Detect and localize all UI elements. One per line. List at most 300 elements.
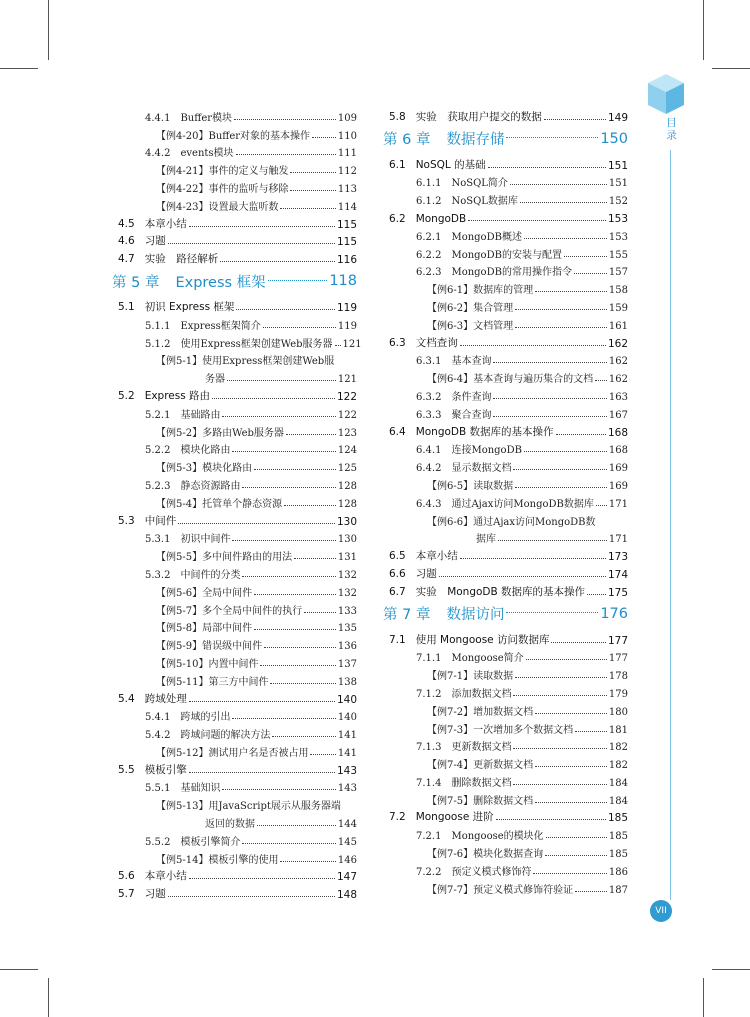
toc-entry[interactable] (383, 629, 628, 647)
dot-leader (280, 861, 335, 862)
toc-entry-page: 109 (337, 112, 357, 124)
dot-leader (272, 736, 335, 737)
dot-leader (496, 819, 606, 820)
toc-entry-title: Express框架简介 (180, 320, 261, 332)
toc-entry[interactable] (383, 439, 628, 457)
toc-entry-label (383, 128, 504, 149)
toc-entry-label (145, 441, 230, 456)
toc-entry-page: 131 (337, 552, 357, 564)
toc-entry-title: 【例5-4】托管单个静态资源 (156, 498, 283, 510)
dot-leader (280, 208, 335, 209)
toc-entry-page: 116 (336, 254, 357, 267)
toc-entry[interactable] (112, 403, 357, 421)
toc-entry-title: MongoDB概述 (451, 231, 522, 243)
toc-entry-page: 185 (608, 831, 628, 843)
toc-entry-title: 【例5-9】错误级中间件 (156, 641, 263, 653)
toc-entry[interactable] (383, 106, 628, 124)
toc-entry-label (156, 673, 268, 688)
dot-leader (168, 243, 335, 244)
toc-entry-page: 121 (342, 338, 362, 350)
toc-entry[interactable] (112, 510, 357, 528)
toc-entry-label (389, 213, 466, 225)
toc-entry[interactable] (112, 124, 357, 142)
toc-entry[interactable] (112, 848, 357, 866)
toc-entry[interactable] (383, 682, 628, 700)
toc-entry-title: 【例5-7】多个全局中间件的执行 (156, 605, 303, 617)
toc-entry-label (118, 299, 234, 314)
toc-entry[interactable] (112, 794, 357, 812)
toc-entry[interactable] (383, 860, 628, 878)
toc-entry-number: 6.5 (389, 550, 406, 563)
toc-entry-label (118, 388, 210, 403)
toc-entry-label (416, 263, 572, 278)
toc-entry-label (145, 109, 232, 124)
dot-leader (189, 226, 335, 227)
toc-entry-number: 第 5 章 (112, 274, 160, 291)
toc-entry-title: NoSQL 的基础 (415, 158, 486, 171)
dot-leader (189, 772, 335, 773)
toc-entry-title: MongoDB的常用操作指令 (451, 267, 572, 279)
dot-leader (460, 345, 606, 346)
toc-entry[interactable] (112, 231, 357, 249)
toc-entry-page: 184 (608, 795, 628, 807)
toc-entry-title: 添加数据文档 (451, 688, 512, 700)
toc-entry-number: 7.2 (389, 811, 406, 824)
crop-mark (712, 68, 750, 69)
dot-leader (234, 119, 336, 120)
dot-leader (286, 434, 336, 435)
toc-entry[interactable] (112, 617, 357, 635)
dot-leader (524, 238, 607, 239)
toc-entry-title: 【例5-1】使用Express框架创建Web服 (156, 356, 335, 368)
toc-entry[interactable] (112, 474, 357, 492)
toc-entry[interactable] (112, 177, 357, 195)
toc-entry-label (118, 868, 187, 883)
toc-entry-title: 基本查询 (451, 356, 492, 368)
toc-entry[interactable] (383, 824, 628, 842)
toc-entry[interactable] (112, 421, 357, 439)
toc-entry[interactable] (112, 545, 357, 563)
toc-entry[interactable] (112, 599, 357, 617)
toc-entry[interactable] (383, 753, 628, 771)
toc-entry-page: 155 (608, 249, 628, 261)
toc-entry-label (118, 691, 187, 706)
toc-entry[interactable] (112, 159, 357, 177)
toc-entry[interactable] (383, 154, 628, 172)
toc-entry[interactable] (112, 332, 362, 350)
toc-entry-title: 中间件的分类 (180, 569, 241, 581)
toc-entry[interactable] (112, 213, 357, 231)
toc-entry[interactable] (112, 670, 357, 688)
dot-leader (515, 309, 607, 310)
toc-entry-title: 模块化路由 (180, 445, 231, 457)
toc-entry-label (156, 797, 341, 812)
toc-entry-number: 4.4.1 (145, 112, 171, 124)
toc-entry-page: 119 (337, 320, 357, 332)
toc-entry-page: 168 (608, 445, 628, 457)
toc-entry-page: 119 (336, 301, 357, 314)
toc-entry[interactable] (383, 278, 628, 296)
dot-leader (574, 273, 607, 274)
toc-entry-number: 第 6 章 (383, 132, 431, 149)
dot-leader (506, 137, 598, 138)
toc-entry-page: 130 (336, 515, 357, 528)
toc-entry-page: 118 (329, 273, 357, 290)
toc-entry[interactable] (383, 385, 628, 403)
toc-entry-label (156, 655, 258, 670)
toc-entry-number: 5.3.2 (145, 569, 171, 581)
toc-entry[interactable] (112, 634, 357, 652)
toc-entry[interactable] (383, 367, 628, 385)
toc-entry[interactable] (112, 866, 357, 884)
toc-entry-title: 实验 获取用户提交的数据 (415, 110, 542, 123)
toc-entry-label (476, 530, 496, 545)
toc-entry-label (427, 281, 533, 296)
toc-entry-title: 【例5-11】第三方中间件 (156, 676, 269, 688)
page-number-badge: VII (650, 900, 672, 922)
toc-entry-page: 125 (337, 463, 357, 475)
toc-entry-label (427, 370, 593, 385)
toc-entry[interactable] (383, 700, 628, 718)
toc-entry[interactable] (112, 759, 357, 777)
toc-entry-label (156, 851, 278, 866)
dot-leader (263, 327, 336, 328)
toc-entry-page: 171 (608, 534, 628, 546)
toc-entry[interactable] (112, 439, 357, 457)
toc-entry[interactable] (383, 563, 628, 581)
toc-entry-label (156, 127, 310, 142)
toc-entry-page: 177 (607, 634, 628, 647)
toc-entry[interactable] (383, 492, 628, 510)
toc-entry[interactable] (112, 106, 357, 124)
toc-entry[interactable] (383, 718, 628, 736)
toc-entry-title: 【例5-12】测试用户名是否被占用 (156, 747, 309, 759)
dot-leader (575, 731, 607, 732)
side-divider (670, 150, 671, 900)
toc-entry-page: 145 (337, 836, 357, 848)
toc-entry-page: 182 (608, 760, 628, 772)
toc-entry-page: 114 (337, 201, 357, 213)
toc-entry[interactable] (383, 421, 628, 439)
dot-leader (254, 469, 336, 470)
toc-entry-page: 187 (608, 884, 628, 896)
toc-entry-title: 返回的数据 (205, 819, 255, 831)
toc-entry[interactable] (383, 528, 628, 546)
toc-entry-label (416, 174, 508, 189)
toc-entry-title: 跨域处理 (144, 692, 187, 705)
toc-entry-page: 185 (607, 812, 628, 825)
toc-entry-title: MongoDB 数据库的基本操作 (415, 425, 554, 438)
toc-entry-title: 文档查询 (415, 336, 458, 349)
toc-entry[interactable] (383, 332, 628, 350)
toc-entry-title: 删除数据文档 (451, 777, 512, 789)
toc-entry-number: 6.1.2 (416, 196, 442, 208)
toc-entry-label (389, 157, 486, 172)
dot-leader (232, 540, 335, 541)
toc-entry-number: 6.7 (389, 585, 406, 598)
toc-entry-label (427, 513, 596, 528)
toc-entry-title: 模板引擎简介 (180, 836, 241, 848)
toc-entry-label (145, 317, 261, 332)
toc-entry-page: 146 (337, 854, 357, 866)
toc-entry-label (156, 198, 278, 213)
toc-entry-title: MongoDB (415, 212, 467, 225)
toc-entry-page: 167 (608, 409, 628, 421)
toc-entry-label (416, 246, 562, 261)
toc-entry[interactable] (112, 706, 357, 724)
toc-entry-page: 153 (608, 231, 628, 243)
toc-entry[interactable] (383, 842, 628, 860)
dot-leader (304, 612, 336, 613)
toc-entry-title: 通过Ajax访问MongoDB数据库 (451, 498, 594, 510)
toc-entry-title: NoSQL简介 (451, 178, 508, 190)
dot-leader (189, 701, 335, 702)
toc-entry-page: 144 (337, 819, 357, 831)
toc-entry-title: 【例4-20】Buffer对象的基本操作 (156, 130, 311, 142)
toc-entry-label (156, 495, 282, 510)
toc-entry[interactable] (112, 812, 357, 830)
toc-entry-title: 【例5-3】模块化路由 (156, 463, 253, 475)
crop-mark (712, 969, 750, 970)
toc-entry-title: 中间件 (144, 514, 177, 527)
toc-entry-page: 140 (336, 693, 357, 706)
dot-leader (546, 837, 607, 838)
toc-entry-page: 115 (336, 236, 357, 249)
toc-entry-label (427, 477, 513, 492)
dot-leader (312, 137, 336, 138)
toc-entry-label (427, 703, 533, 718)
dot-leader (242, 487, 335, 488)
toc-entry[interactable] (383, 124, 628, 154)
toc-entry-number: 6.6 (389, 567, 406, 580)
toc-entry-label (427, 845, 543, 860)
toc-entry-label (416, 459, 511, 474)
dot-leader (513, 695, 606, 696)
toc-entry[interactable] (112, 385, 357, 403)
toc-entry-page: 152 (608, 196, 628, 208)
toc-entry-label (118, 251, 218, 266)
toc-entry-label (416, 441, 522, 456)
toc-entry[interactable] (112, 266, 357, 296)
dot-leader (564, 256, 607, 257)
toc-entry-page: 158 (608, 285, 628, 297)
dot-leader (310, 754, 335, 755)
toc-entry[interactable] (383, 403, 628, 421)
toc-entry[interactable] (112, 456, 357, 474)
toc-entry-page: 128 (337, 480, 357, 492)
toc-entry-number: 6.4.1 (416, 445, 442, 457)
toc-entry-page: 169 (608, 463, 628, 475)
toc-entry[interactable] (383, 510, 628, 528)
toc-entry-label (427, 299, 513, 314)
dot-leader (513, 469, 606, 470)
toc-left-column (112, 106, 362, 902)
toc-entry[interactable] (383, 225, 628, 243)
dot-leader (535, 713, 607, 714)
toc-entry[interactable] (112, 350, 357, 368)
toc-entry-label (145, 726, 270, 741)
toc-entry-title: 【例5-6】全局中间件 (156, 587, 253, 599)
toc-entry[interactable] (112, 883, 357, 901)
crop-mark (0, 969, 38, 970)
toc-entry-title: 显示数据文档 (451, 463, 512, 475)
toc-entry[interactable] (383, 243, 628, 261)
toc-entry[interactable] (383, 647, 628, 665)
toc-entry[interactable] (383, 789, 628, 807)
dot-leader (587, 594, 606, 595)
toc-entry-page: 136 (337, 641, 357, 653)
toc-entry-number: 5.5 (118, 763, 135, 776)
dot-leader (220, 261, 335, 262)
toc-entry[interactable] (112, 296, 357, 314)
toc-entry-page: 180 (608, 706, 628, 718)
toc-entry[interactable] (112, 367, 357, 385)
toc-entry-label (416, 495, 594, 510)
toc-entry-label (416, 649, 524, 664)
dot-leader (488, 167, 606, 168)
toc-entry-label (416, 228, 522, 243)
toc-entry-page: 162 (607, 337, 628, 350)
toc-entry-title: 习题 (144, 888, 166, 901)
crop-mark (48, 978, 49, 1017)
dot-leader (535, 291, 607, 292)
toc-entry[interactable] (383, 664, 628, 682)
toc-entry-label (156, 602, 302, 617)
toc-entry-number: 5.3.1 (145, 534, 171, 546)
dot-leader (227, 380, 336, 381)
toc-entry-title: 【例7-3】一次增加多个数据文档 (427, 724, 574, 736)
toc-entry-number: 5.8 (389, 110, 406, 123)
toc-entry[interactable] (112, 314, 357, 332)
toc-entry[interactable] (383, 545, 628, 563)
dot-leader (544, 119, 606, 120)
toc-entry-label (156, 744, 308, 759)
toc-entry-label (156, 619, 252, 634)
toc-entry[interactable] (112, 652, 357, 670)
dot-leader (460, 558, 606, 559)
toc-entry[interactable] (383, 172, 628, 190)
toc-entry-title: 初识 Express 框架 (144, 300, 235, 313)
toc-entry-number: 7.1 (389, 633, 406, 646)
toc-entry[interactable] (383, 207, 628, 225)
toc-entry-title: 【例5-5】多中间件路由的用法 (156, 552, 293, 564)
dot-leader (556, 434, 606, 435)
toc-entry-title: NoSQL数据库 (451, 196, 518, 208)
crop-mark (703, 978, 704, 1017)
toc-entry[interactable] (383, 296, 628, 314)
toc-entry[interactable] (383, 350, 628, 368)
dot-leader (189, 878, 335, 879)
toc-entry-title: 更新数据文档 (451, 742, 512, 754)
toc-entry-title: 【例6-6】通过Ajax访问MongoDB数 (427, 516, 596, 528)
toc-entry-page: 157 (608, 267, 628, 279)
dot-leader (222, 416, 335, 417)
toc-entry-title: 据库 (476, 534, 496, 546)
toc-entry-number: 7.2.2 (416, 866, 442, 878)
toc-entry-title: 聚合查询 (451, 409, 492, 421)
toc-entry-number: 5.2 (118, 389, 135, 402)
toc-entry-page: 178 (608, 671, 628, 683)
toc-entry[interactable] (112, 528, 357, 546)
toc-entry[interactable] (112, 195, 357, 213)
toc-entry[interactable] (112, 142, 357, 160)
toc-entry[interactable] (383, 736, 628, 754)
toc-entry[interactable] (383, 456, 628, 474)
dot-leader (506, 612, 598, 613)
dot-leader (264, 647, 336, 648)
toc-entry[interactable] (112, 741, 357, 759)
toc-entry-page: 147 (336, 871, 357, 884)
toc-entry[interactable] (383, 581, 628, 599)
toc-entry-page: 162 (608, 374, 628, 386)
toc-entry[interactable] (383, 189, 628, 207)
toc-entry-number: 7.1.2 (416, 688, 442, 700)
dot-leader (510, 184, 607, 185)
cube-logo-icon (646, 72, 686, 116)
toc-entry-label (118, 513, 176, 528)
toc-entry-number: 5.2.1 (145, 409, 171, 421)
toc-entry[interactable] (383, 261, 628, 279)
toc-entry-title: 数据访问 (446, 607, 505, 624)
toc-entry-label (156, 459, 252, 474)
toc-right-column (383, 106, 628, 896)
dot-leader (545, 855, 607, 856)
toc-entry-title: 使用 Mongoose 访问数据库 (415, 633, 550, 646)
toc-entry[interactable] (112, 777, 357, 795)
dot-leader (257, 825, 336, 826)
dot-leader (513, 748, 606, 749)
toc-entry[interactable] (383, 878, 628, 896)
toc-entry-page: 171 (608, 498, 628, 510)
toc-entry[interactable] (383, 807, 628, 825)
toc-entry-page: 168 (607, 426, 628, 439)
toc-entry-page: 149 (607, 111, 628, 124)
toc-entry-number: 7.2.1 (416, 831, 442, 843)
toc-entry-page: 112 (337, 166, 357, 178)
toc-entry-title: 【例5-14】模板引擎的使用 (156, 854, 279, 866)
toc-entry-label (156, 352, 334, 367)
toc-entry[interactable] (112, 830, 357, 848)
toc-entry-number: 6.1 (389, 158, 406, 171)
dot-leader (493, 398, 606, 399)
toc-entry[interactable] (112, 688, 357, 706)
toc-entry-number: 6.3 (389, 336, 406, 349)
toc-entry-label (156, 162, 288, 177)
toc-entry[interactable] (383, 599, 628, 629)
toc-entry-page: 176 (600, 605, 628, 622)
toc-entry-page: 185 (608, 849, 628, 861)
toc-entry-page: 128 (337, 498, 357, 510)
toc-entry-label (389, 632, 549, 647)
toc-entry-title: 【例4-23】设置最大监听数 (156, 201, 279, 213)
toc-entry-number: 6.2 (389, 212, 406, 225)
toc-entry[interactable] (383, 771, 628, 789)
toc-entry-page: 141 (337, 747, 357, 759)
toc-entry-number: 6.4.2 (416, 463, 442, 475)
toc-entry[interactable] (112, 563, 357, 581)
toc-entry[interactable] (383, 314, 628, 332)
toc-entry[interactable] (112, 581, 357, 599)
toc-entry-label (383, 603, 504, 624)
toc-entry-label (118, 233, 166, 248)
toc-entry[interactable] (112, 723, 357, 741)
toc-entry[interactable] (112, 492, 357, 510)
toc-entry-page: 115 (336, 218, 357, 231)
toc-entry[interactable] (112, 248, 357, 266)
toc-entry[interactable] (383, 474, 628, 492)
dot-leader (439, 576, 606, 577)
toc-entry-page: 179 (608, 688, 628, 700)
